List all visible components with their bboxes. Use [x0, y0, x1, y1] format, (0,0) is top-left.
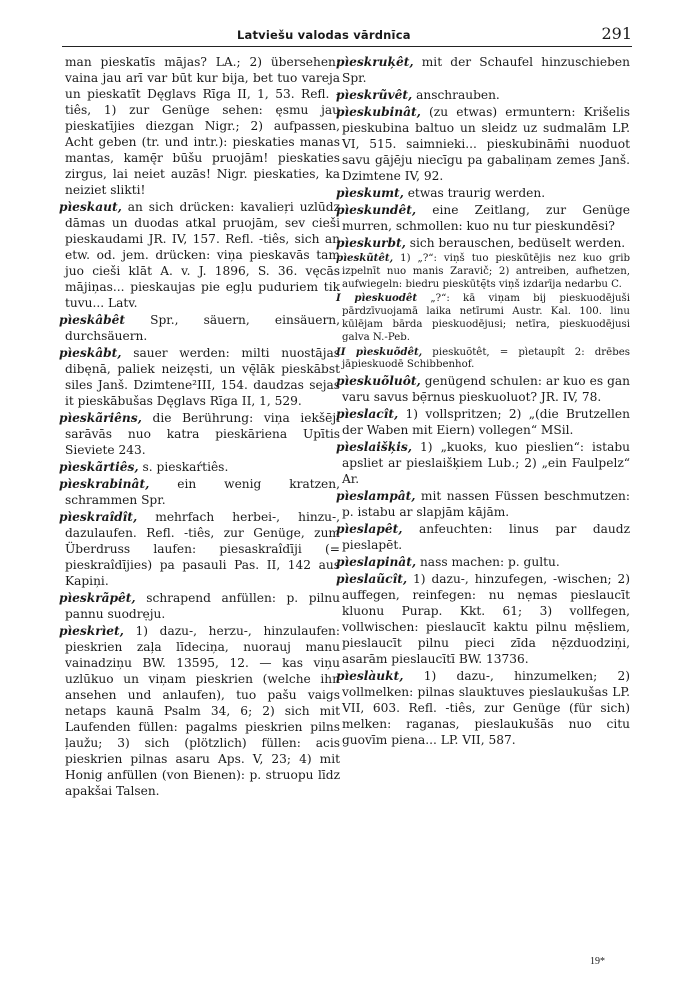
dictionary-entry	[336, 373, 630, 405]
entry-headword: pìeskrãpêt,	[59, 591, 136, 605]
entry-definition: s. pieskaŕtiês.	[138, 460, 229, 474]
dictionary-entry	[336, 292, 630, 344]
dictionary-entry	[59, 590, 340, 622]
dictionary-entry	[59, 410, 340, 458]
dictionary-entry	[336, 202, 630, 234]
right-column	[336, 54, 630, 749]
dictionary-entry	[336, 668, 630, 748]
dictionary-entry	[336, 185, 630, 201]
entry-definition: mit der Schaufel hinzuschieben Spr.	[342, 55, 630, 85]
dictionary-entry	[336, 235, 630, 251]
page-number: 291	[601, 24, 632, 43]
entry-headword: pìeslacît,	[336, 407, 399, 422]
entry-headword: I pìeskuodêt	[336, 292, 418, 305]
entry-headword: pìeskrabinât,	[59, 477, 150, 491]
entry-headword: pìeslàukt,	[336, 669, 404, 684]
entry-headword: pìeslapêt,	[336, 522, 403, 537]
dictionary-entry	[336, 252, 630, 291]
dictionary-entry	[59, 509, 340, 589]
dictionary-entry	[336, 406, 630, 438]
dictionary-entry	[65, 54, 340, 198]
entry-definition: nass machen: p. gultu.	[416, 555, 560, 570]
header-rule	[62, 46, 632, 47]
dictionary-entry	[336, 521, 630, 553]
entry-headword: pìeslaũcît,	[336, 572, 408, 587]
entry-definition: pieskuõtêt, = pìetaupît 2: drēbes jāpieskuodē Schibbenhof.	[342, 346, 630, 371]
entry-definition: (zu etwas) ermuntern: Krišelis pieskubina baltuo un sleidz uz sudmalām LP. VI, 515. saimnieki... pieskubinām̄i nuoduot savu gājēju niecīgu pa gabaliņam zemes Janš. Dzimtene IV, 92.	[342, 105, 630, 183]
entry-headword: pìeslampât,	[336, 489, 416, 504]
entry-definition: genügend schulen: ar kuo es gan varu savus bẹ̄rnus pieskuoluot? JR. IV, 78.	[342, 374, 630, 405]
entry-definition: mehrfach herbei-, hinzu-, dazulaufen. Refl. -tiês, zur Genüge, zum Überdruss laufen: piesaskraîdīji (= pieskraîdījies) pa pasauli Pas. II, 142 aus Kapiņi.	[65, 510, 340, 588]
entry-definition: man pieskatīs mājas? LA.; 2) übersehen: vaina jau arī var būt kur bija, bet tuo vareja un pieskatīt Dęglavs Rīga II, 1, 53. Refl. -tiês, 1) zur Genüge sehen: ęsmu jau pieskatījies diezgan Nigr.; 2) aufpassen, Acht geben (tr. und intr.): pieskaties manas mantas, kamę̄r būšu pruojām! pieskaties zirgus, lai neiet auzās! Nigr. pieskaties, ka neiziet slikti!	[65, 55, 340, 197]
signature-mark: 19*	[590, 956, 605, 967]
entry-definition: 1) „?“: viņš tuo pieskūtējis nez kuo grib izpelnīt nuo manis Zaravič; 2) antreiben, aufhetzen, aufwiegeln: biedru pieskūtę̄ts viņš izdarīja nedarbu C.	[342, 253, 630, 290]
entry-headword: pìeskãrtiês,	[59, 460, 139, 474]
dictionary-entry	[336, 87, 630, 103]
entry-headword: pìeskaut,	[59, 200, 122, 214]
entry-definition: etwas traurig werden.	[403, 186, 546, 200]
dictionary-entry	[336, 104, 630, 184]
entry-definition: ein wenig kratzen, schrammen Spr.	[65, 477, 340, 507]
dictionary-entry	[59, 623, 340, 799]
entry-headword: pìeskãriêns,	[59, 411, 142, 425]
dictionary-entry	[59, 476, 340, 508]
entry-headword: pìeskrìet,	[59, 624, 124, 638]
entry-definition: sich berauschen, bedüselt werden.	[405, 236, 626, 250]
entry-definition: sauer werden: milti nuostājas dibęnā, paliek neizęsti, un vę̄lāk pieskābst siles Janš. Dzimtene²III, 154. daudzas sejas it pieskābušas Dęglavs Rīga II, 1, 529.	[65, 346, 340, 408]
dictionary-entry	[59, 312, 340, 344]
entry-definition: eine Zeitlang, zur Genüge murren, schmollen: kuo nu tur pieskundēsi?	[342, 203, 630, 233]
entry-headword: pìeskũtêt,	[336, 252, 394, 264]
left-column	[59, 54, 340, 800]
entry-headword: pìeskumt,	[336, 186, 404, 200]
entry-headword: pìeskruķêt,	[336, 55, 414, 69]
entry-definition: „?“: kā viņam bij pieskuodējuši pārdzīvuojamā laika netīrumi Austr. Kal. 100. linu kūlējam bārda pieskuodējusi; netīra, pieskuodējusi galva N.-Peb.	[342, 293, 630, 343]
entry-definition: an sich drücken: kavalieŗi uzlūdz dāmas un duodas atkal pruojām, sev cieši pieskaudami JR. IV, 157. Refl. -tiês, sich an etw. od. jem. drücken: viņa pieskavās tam juo cieši klāt A. v. J. 1896, S. 36. vęcās mājiņas... pieskaujas pie egļu puduriem tik tuvu... Latv.	[65, 200, 340, 310]
entry-definition: 1) vollspritzen; 2) „(die Brutzellen der Waben mit Eiern) vollegen“ MSil.	[342, 407, 630, 438]
page-header	[62, 22, 632, 46]
dictionary-entry	[336, 488, 630, 520]
entry-headword: pìeslapinât,	[336, 555, 417, 570]
entry-headword: pìeskurbt,	[336, 236, 406, 250]
entry-headword: II pìeskuõdêt,	[336, 345, 423, 358]
entry-definition: mit nassen Füssen beschmutzen: p. istabu ar slapjām kājām.	[342, 489, 630, 520]
dictionary-entry	[59, 199, 340, 311]
entry-headword: pìeskundêt,	[336, 203, 417, 217]
dictionary-entry	[336, 571, 630, 667]
entry-definition: die Berührung: viņa iekšēji sarāvās nuo katra pieskāriena Upītis Sieviete 243.	[65, 411, 340, 457]
entry-definition: 1) dazu-, hinzufegen, -wischen; 2) auffegen, reinfegen: nu nẹmas pieslaucīt kluonu Purap. Kkt. 61; 3) vollfegen, vollwischen: pieslaucīt kaktu pilnu mẹ̄sliem, pieslaucīt pilnu pieci zīda nẹ̄zduodziņi, asarām pieslaucītī BW. 13736.	[342, 572, 630, 667]
entry-definition: 1) dazu-, herzu-, hinzulaufen: pieskrien zaļa līdeciņa, nuorauj manu vainadziņu BW. 13595, 12. — kas viņu uzlūkuo un viņam pieskrien (welche ihn ansehen und anlaufen), tuo pašu vaigs netaps kaunā Psalm 34, 6; 2) sich mit Laufenden füllen: pagalms pieskrien pilns ļaužu; 3) sich (plötzlich) füllen: acis pieskrien pilnas asaru Aps. V, 23; 4) mit Honig anfüllen (von Bienen): p. struopu līdz apakšai Talsen.	[65, 624, 340, 798]
dictionary-entry	[59, 345, 340, 409]
entry-headword: pìeskraîdît,	[59, 510, 138, 524]
dictionary-entry	[59, 459, 340, 475]
entry-definition: Spr., säuern, einsäuern, durchsäuern.	[65, 313, 340, 343]
entry-headword: pìeskuõluôt,	[336, 374, 421, 389]
dictionary-entry	[336, 554, 630, 570]
entry-definition: anfeuchten: linus par daudz pieslapēt.	[342, 522, 630, 553]
entry-headword: pìeskubinât,	[336, 105, 421, 119]
entry-headword: pìeskâbêt	[59, 313, 126, 327]
entry-definition: 1) dazu-, hinzumelken; 2) vollmelken: pilnas slauktuves pieslaukušas LP. VII, 603. Refl. -tiês, zur Genüge (für sich) melken: raganas, pieslaukušās nuo citu guovīm piena... LP. VII, 587.	[342, 669, 630, 748]
entry-headword: pìeskrũvêt,	[336, 88, 413, 102]
entry-headword: pìeslaišķis,	[336, 440, 412, 455]
entry-headword: pìeskâbt,	[59, 346, 122, 360]
entry-definition: schrapend anfüllen: p. pilnu pannu suodrẹju.	[65, 591, 340, 621]
dictionary-entry	[336, 54, 630, 86]
entry-definition: 1) „kuoks, kuo pieslien“: istabu apsliet ar pieslaišķiem Lub.; 2) „ein Faulpelz“ Ar.	[342, 440, 630, 487]
entry-definition: anschrauben.	[412, 88, 500, 102]
dictionary-entry	[336, 439, 630, 487]
dictionary-entry	[336, 345, 630, 373]
running-title: Latviešu valodas vārdnīca	[237, 28, 411, 42]
